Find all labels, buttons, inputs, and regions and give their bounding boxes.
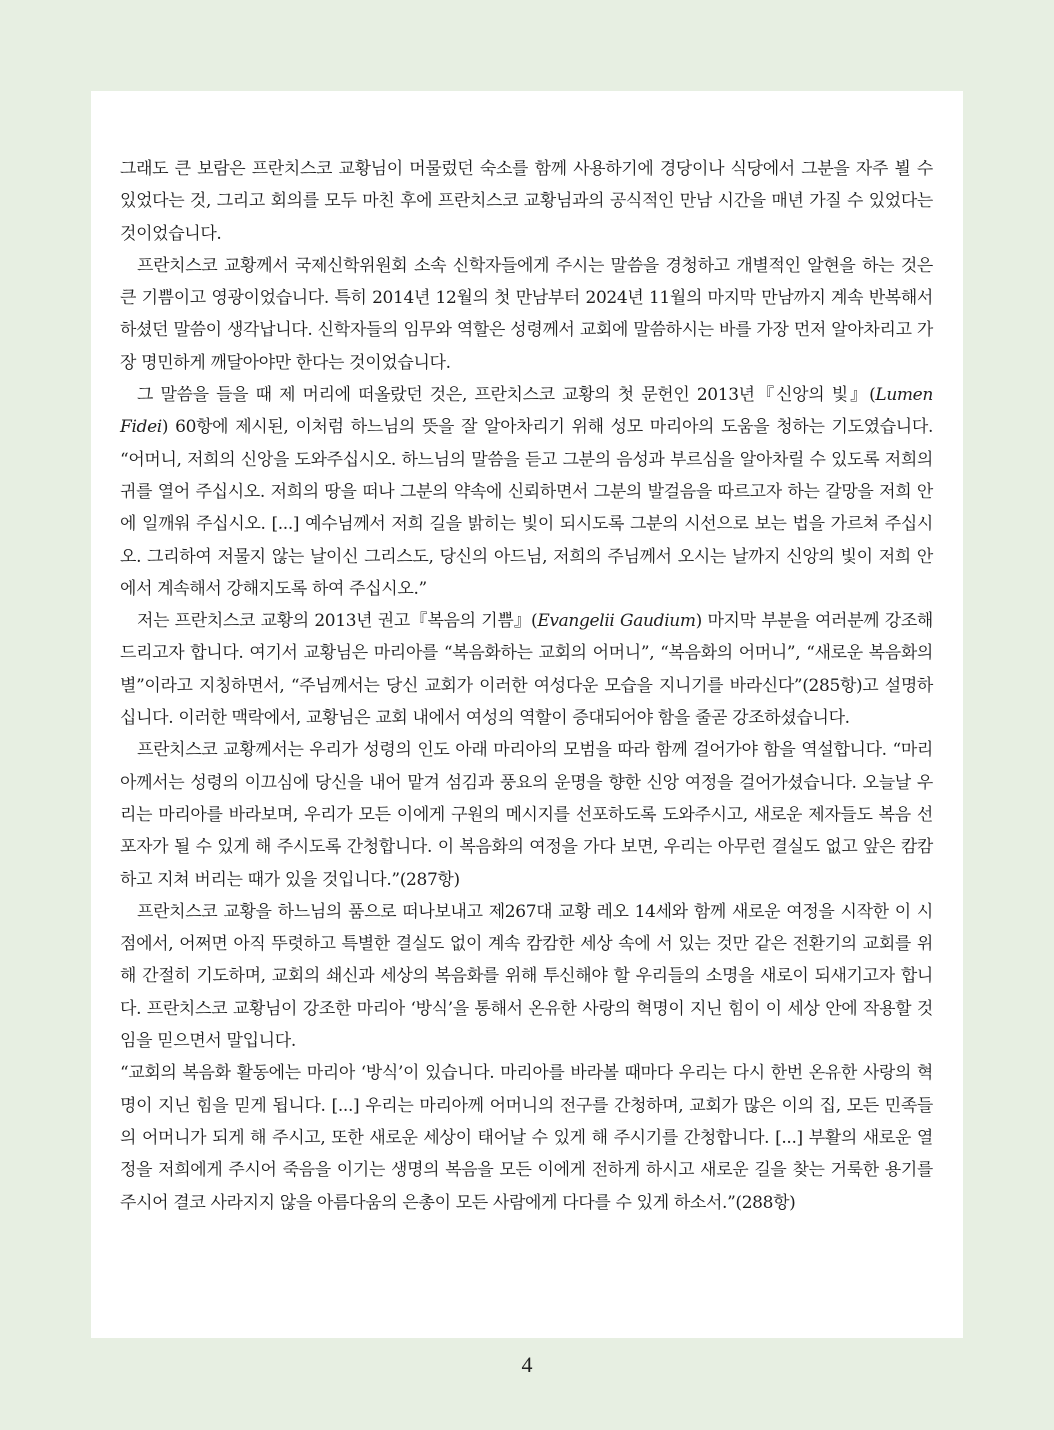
paragraph-5 [120, 734, 933, 895]
paragraph-4 [120, 605, 933, 734]
paragraph-5-text: 프란치스코 교황께서는 우리가 성령의 인도 아래 마리아의 모범을 따라 함께 걸어가야 함을 역설합니다. “마리아께서는 성령의 이끄심에 당신을 내어 맡겨 섬김과 풍요의 운명을 향한 신앙 여정을 걸어가셨습니다. 오늘날 우리는 마리아를 바라보며, 우리가 모든 이에게 구원의 메시지를 선포하도록 도와주시고, 새로운 제자들도 복음 선포자가 될 수 있게 해 주시도록 간청합니다. 이 복음화의 여정을 가다 보면, 우리는 아무런 결실도 없고 앞은 캄캄하고 지쳐 버리는 때가 있을 것입니다.”(287항) [120, 740, 933, 890]
paragraph-7-quote [120, 1057, 933, 1218]
document-page [91, 91, 963, 1338]
paragraph-3-text-before: 그 말씀을 들을 때 제 머리에 떠올랐던 것은, 프란치스코 교황의 첫 문헌인 2013년『신앙의 빛』( [137, 385, 876, 406]
paragraph-3-latin-title: Lumen Fidei [120, 385, 933, 438]
paragraph-1-text: 그래도 큰 보람은 프란치스코 교황님이 머물렀던 숙소를 함께 사용하기에 경당이나 식당에서 그분을 자주 뵐 수 있었다는 것, 그리고 회의를 모두 마친 후에 프란치스코 교황님과의 공식적인 만남 시간을 매년 가질 수 있었다는 것이었습니다. [120, 159, 933, 244]
paragraph-3-text-after: ) 60항에 제시된, 이처럼 하느님의 뜻을 잘 알아차리기 위해 성모 마리아의 도움을 청하는 기도였습니다. “어머니, 저희의 신앙을 도와주십시오. 하느님의 말씀을 듣고 그분의 음성과 부르심을 알아차릴 수 있도록 저희의 귀를 열어 주십시오. 저희의 땅을 떠나 그분의 약속에 신뢰하면서 그분의 발걸음을 따르고자 하는 갈망을 저희 안에 일깨워 주십시오. [...] 예수님께서 저희 길을 밝히는 빛이 되시도록 그분의 시선으로 보는 법을 가르쳐 주십시오. 그리하여 저물지 않는 날이신 그리스도, 당신의 아드님, 저희의 주님께서 오시는 날까지 신앙의 빛이 저희 안에서 계속해서 강해지도록 하여 주십시오.” [120, 417, 933, 599]
paragraph-2-text: 프란치스코 교황께서 국제신학위원회 소속 신학자들에게 주시는 말씀을 경청하고 개별적인 알현을 하는 것은 큰 기쁨이고 영광이었습니다. 특히 2014년 12월의 첫 만남부터 2024년 11월의 마지막 만남까지 계속 반복해서 하셨던 말씀이 생각납니다. 신학자들의 임무와 역할은 성령께서 교회에 말씀하시는 바를 가장 먼저 알아차리고 가장 명민하게 깨달아야만 한다는 것이었습니다. [120, 255, 933, 373]
paragraph-6-text: 프란치스코 교황을 하느님의 품으로 떠나보내고 제267대 교황 레오 14세와 함께 새로운 여정을 시작한 이 시점에서, 어쩌면 아직 뚜렷하고 특별한 결실도 없이 계속 캄캄한 세상 속에 서 있는 것만 같은 전환기의 교회를 위해 간절히 기도하며, 교회의 쇄신과 세상의 복음화를 위해 투신해야 할 우리들의 소명을 새로이 되새기고자 합니다. 프란치스코 교황님이 강조한 마리아 ‘방식’을 통해서 온유한 사랑의 혁명이 지닌 힘이 이 세상 안에 작용할 것임을 믿으면서 말입니다. [120, 901, 933, 1052]
paragraph-3 [120, 379, 933, 605]
paragraph-6 [120, 896, 933, 1057]
paragraph-7-text: “교회의 복음화 활동에는 마리아 ‘방식’이 있습니다. 마리아를 바라볼 때마다 우리는 다시 한번 온유한 사랑의 혁명이 지닌 힘을 믿게 됩니다. [...] 우리는 마리아께 어머니의 전구를 간청하며, 교회가 많은 이의 집, 모든 민족들의 어머니가 되게 해 주시고, 또한 새로운 세상이 태어날 수 있게 해 주시기를 간청합니다. [...] 부활의 새로운 열정을 저희에게 주시어 죽음을 이기는 생명의 복음을 모든 이에게 전하게 하시고 새로운 길을 찾는 거룩한 용기를 주시어 결코 사라지지 않을 아름다움의 은총이 모든 사람에게 다다를 수 있게 하소서.”(288항) [120, 1063, 933, 1213]
paragraph-4-text-before: 저는 프란치스코 교황의 2013년 권고『복음의 기쁨』( [137, 611, 538, 632]
paragraph-2 [120, 250, 933, 379]
paragraph-4-text-after: ) 마지막 부분을 여러분께 강조해 드리고자 합니다. 여기서 교황님은 마리아를 “복음화하는 교회의 어머니”, “복음화의 어머니”, “새로운 복음화의 별”이라고 지칭하면서, “주님께서는 당신 교회가 이러한 여성다운 모습을 지니기를 바라신다”(285항)고 설명하십니다. 이러한 맥락에서, 교황님은 교회 내에서 여성의 역할이 증대되어야 함을 줄곧 강조하셨습니다. [120, 611, 934, 729]
page-number: 4 [521, 1352, 533, 1377]
paragraph-1 [120, 153, 933, 250]
paragraph-4-latin-title: Evangelii Gaudium [537, 611, 696, 632]
